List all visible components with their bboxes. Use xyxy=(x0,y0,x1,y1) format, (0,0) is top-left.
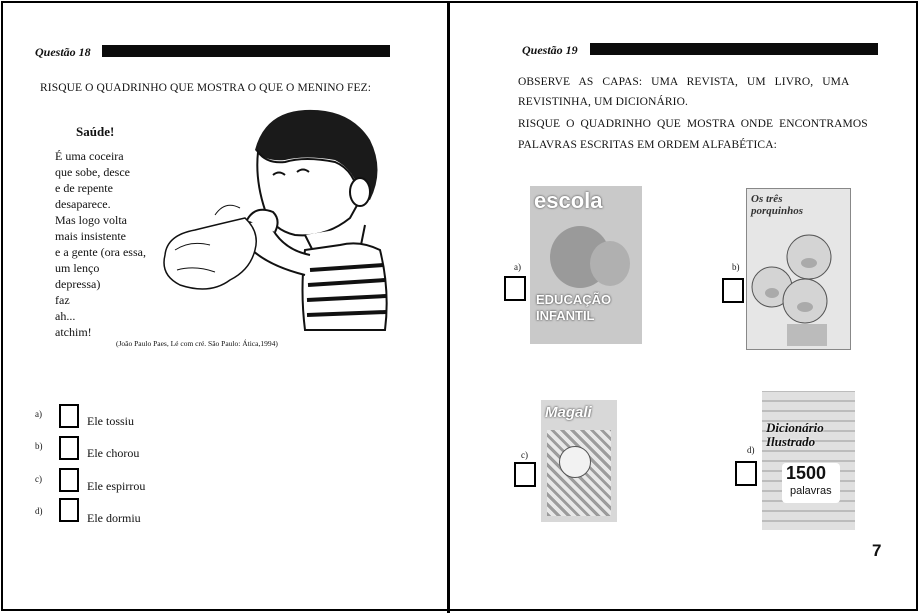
poem-line: depressa) xyxy=(55,277,101,291)
book-cover-image xyxy=(746,188,851,350)
cover-b-letter: b) xyxy=(732,262,740,272)
book-title: Os três porquinhos xyxy=(751,193,803,217)
option-a-letter: a) xyxy=(35,409,42,419)
option-b-checkbox[interactable] xyxy=(59,436,79,460)
option-c-letter: c) xyxy=(35,474,42,484)
poem-line: um lenço xyxy=(55,261,100,275)
poem-citation: (João Paulo Paes, Lé com cré. São Paulo: Ática,1994) xyxy=(116,339,278,348)
instruction-line-3: RISQUE O QUADRINHO QUE MOSTRA ONDE ENCONTRAMOS xyxy=(518,118,868,130)
cover-d-checkbox[interactable] xyxy=(735,461,757,486)
dictionary-title: Dicionário Ilustrado xyxy=(766,420,824,449)
cover-b-checkbox[interactable] xyxy=(722,278,744,303)
poem-line: Mas logo volta xyxy=(55,213,127,227)
poem-body xyxy=(55,148,146,340)
question-19-label: Questão 19 xyxy=(522,43,578,57)
page-number: 7 xyxy=(872,541,882,560)
poem-line: e de repente xyxy=(55,181,113,195)
question-19-bar xyxy=(590,43,878,55)
comic-title: Magali xyxy=(545,404,592,421)
question-18-label: Questão 18 xyxy=(35,45,91,59)
option-c-text: Ele espirrou xyxy=(87,479,146,493)
magazine-title: escola xyxy=(534,188,603,213)
option-d-text: Ele dormiu xyxy=(87,511,141,525)
instruction-line-4: PALAVRAS ESCRITAS EM ORDEM ALFABÉTICA: xyxy=(518,139,777,151)
cover-a-letter: a) xyxy=(514,262,521,272)
instruction-line-1: OBSERVE AS CAPAS: UMA REVISTA, UM LIVRO, UMA xyxy=(518,76,850,88)
option-a-checkbox[interactable] xyxy=(59,404,79,428)
dictionary-badge-number: 1500 xyxy=(786,463,827,483)
cover-c-checkbox[interactable] xyxy=(514,462,536,487)
question-18-bar xyxy=(102,45,390,57)
option-d-checkbox[interactable] xyxy=(59,498,79,522)
poem-line: ah... xyxy=(55,309,76,323)
poem-line: desaparece. xyxy=(55,197,111,211)
option-c-checkbox[interactable] xyxy=(59,468,79,492)
poem-line: mais insistente xyxy=(55,229,126,243)
option-a-text: Ele tossiu xyxy=(87,414,134,428)
boy-sneezing-illustration xyxy=(155,100,395,340)
cover-c-letter: c) xyxy=(521,450,528,460)
poem-line: É uma coceira xyxy=(55,149,124,163)
poem-line: e a gente (ora essa, xyxy=(55,245,146,259)
question-18-instruction: RISQUE O QUADRINHO QUE MOSTRA O QUE O MENINO FEZ: xyxy=(40,82,372,94)
option-d-letter: d) xyxy=(35,506,43,516)
poem-title: Saúde! xyxy=(76,124,115,139)
poem-line: atchim! xyxy=(55,325,92,339)
poem-line: faz xyxy=(55,293,70,307)
three-pigs-drawing xyxy=(747,229,851,349)
magazine-cover-image xyxy=(530,186,642,344)
poem-line: que sobe, desce xyxy=(55,165,130,179)
instruction-line-2: REVISTINHA, UM DICIONÁRIO. xyxy=(518,96,688,108)
dictionary-cover-image xyxy=(762,391,855,530)
option-b-letter: b) xyxy=(35,441,43,451)
magazine-subtitle: EDUCAÇÃO INFANTIL xyxy=(536,292,612,323)
dictionary-badge-word: palavras xyxy=(790,485,832,497)
cover-d-letter: d) xyxy=(747,445,755,455)
page-divider xyxy=(447,1,450,613)
cover-a-checkbox[interactable] xyxy=(504,276,526,301)
comic-cover-image xyxy=(541,400,617,522)
option-b-text: Ele chorou xyxy=(87,446,140,460)
